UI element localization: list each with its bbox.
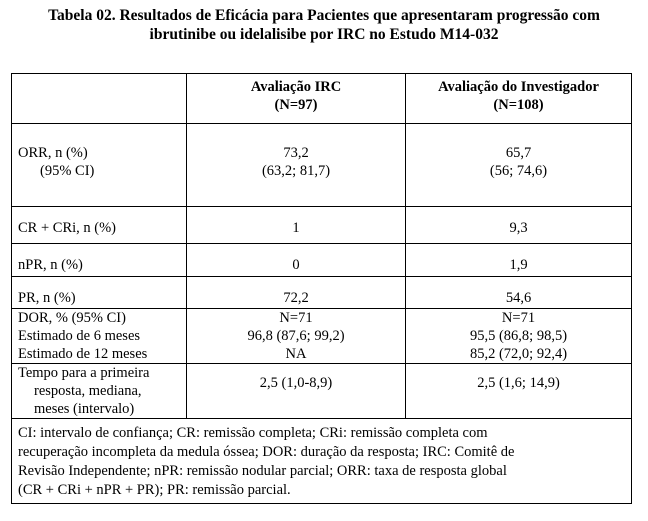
npr-label: nPR, n (%) [12, 244, 187, 277]
table-row-npr [12, 244, 632, 277]
tempo-investigator: 2,5 (1,6; 14,9) [406, 364, 632, 419]
orr-irc-ci: (63,2; 81,7) [261, 163, 331, 179]
dor-irc-12m: NA [285, 346, 307, 362]
dor-irc-n: N=71 [279, 310, 313, 326]
orr-irc [187, 124, 406, 207]
dor-irc [187, 309, 406, 364]
efficacy-table [11, 73, 632, 504]
dor-investigator [406, 309, 632, 364]
pr-irc: 72,2 [187, 277, 406, 309]
header-investigator-n: (N=108) [493, 97, 544, 113]
footnote-line3: Revisão Independente; nPR: remissão nodular parcial; ORR: taxa de resposta global [18, 463, 507, 479]
npr-investigator: 1,9 [406, 244, 632, 277]
header-irc [187, 74, 406, 124]
footnote-line2: recuperação incompleta da medula óssea; DOR: duração da resposta; IRC: Comitê de [18, 444, 515, 460]
orr-investigator [406, 124, 632, 207]
footnote-line4: (CR + CRi + nPR + PR); PR: remissão parcial. [18, 482, 291, 498]
tempo-label-line1: Tempo para a primeira [18, 365, 150, 381]
orr-label [12, 124, 187, 207]
header-irc-n: (N=97) [274, 97, 318, 113]
footnote [12, 419, 632, 504]
table-row-orr [12, 124, 632, 207]
table-title-line1: Tabela 02. Resultados de Eficácia para Pacientes que apresentaram progressão com [48, 7, 600, 24]
orr-inv-ci: (56; 74,6) [489, 163, 548, 179]
dor-inv-6m: 95,5 (86,8; 98,5) [469, 328, 568, 344]
dor-inv-n: N=71 [501, 310, 536, 326]
table-title-line2: ibrutinibe ou idelalisibe por IRC no Estudo M14-032 [149, 26, 499, 43]
footnote-line1: CI: intervalo de confiança; CR: remissão completa; CRi: remissão completa com [18, 425, 488, 441]
cr-investigator: 9,3 [406, 207, 632, 244]
npr-irc: 0 [187, 244, 406, 277]
orr-inv-value: 65,7 [505, 145, 532, 161]
tempo-irc: 2,5 (1,0-8,9) [187, 364, 406, 419]
dor-label-12m: Estimado de 12 meses [18, 346, 148, 362]
orr-irc-value: 73,2 [283, 145, 309, 161]
dor-label-main: DOR, % (95% CI) [18, 310, 126, 326]
tempo-label [12, 364, 187, 419]
pr-label: PR, n (%) [12, 277, 187, 309]
footnote-row [12, 419, 632, 504]
table-row-dor [12, 309, 632, 364]
cr-label: CR + CRi, n (%) [12, 207, 187, 244]
table-title [0, 6, 648, 44]
dor-label [12, 309, 187, 364]
header-row [12, 74, 632, 124]
header-investigator [406, 74, 632, 124]
table-row-pr [12, 277, 632, 309]
header-empty-cell [12, 74, 187, 124]
tempo-label-line3: meses (intervalo) [34, 401, 135, 417]
orr-label-ci: (95% CI) [40, 163, 95, 179]
dor-irc-6m: 96,8 (87,6; 99,2) [247, 328, 345, 344]
cr-irc: 1 [187, 207, 406, 244]
table-row-tempo [12, 364, 632, 419]
header-investigator-title: Avaliação do Investigador [438, 79, 599, 95]
tempo-label-line2: resposta, mediana, [34, 383, 142, 399]
pr-investigator: 54,6 [406, 277, 632, 309]
table-row-cr [12, 207, 632, 244]
header-irc-title: Avaliação IRC [250, 79, 342, 95]
dor-label-6m: Estimado de 6 meses [18, 328, 141, 344]
orr-label-main: ORR, n (%) [18, 145, 88, 161]
dor-inv-12m: 85,2 (72,0; 92,4) [469, 346, 568, 362]
